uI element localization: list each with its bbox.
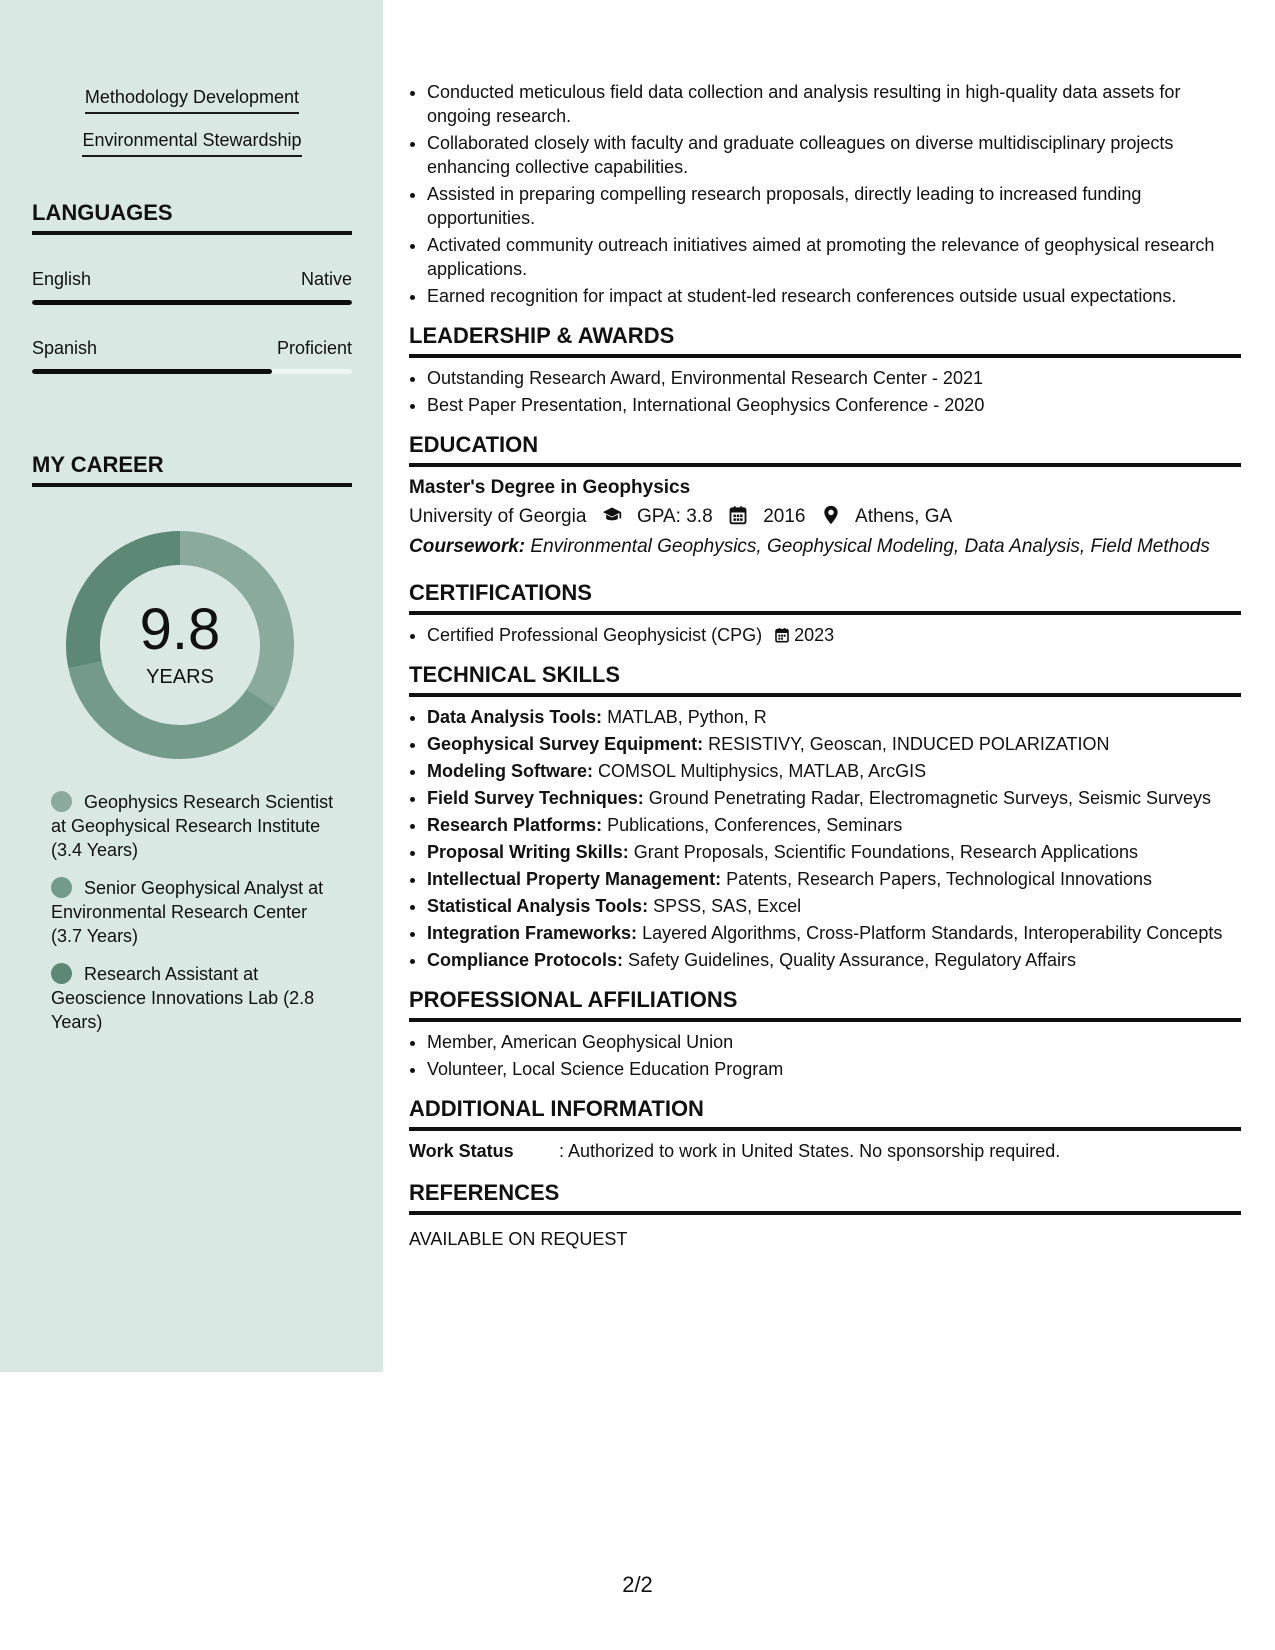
skills-list	[409, 705, 1241, 972]
strength-item: Methodology Development	[85, 86, 299, 114]
legend-dot-icon	[51, 877, 72, 898]
calendar-icon	[774, 627, 790, 643]
strength-item: Environmental Stewardship	[82, 129, 301, 157]
experience-bullet: • Conducted meticulous field data collection and analysis resulting in high-quality data assets for ongoing research.	[427, 80, 1241, 128]
award-item: • Best Paper Presentation, International Geophysics Conference - 2020	[427, 393, 1241, 417]
additional-info-heading: ADDITIONAL INFORMATION	[409, 1095, 1241, 1131]
school-location: Athens, GA	[855, 506, 953, 527]
affiliations-heading: PROFESSIONAL AFFILIATIONS	[409, 986, 1241, 1022]
skill-item	[427, 948, 1241, 972]
career-legend-text: Research Assistant at Geoscience Innovations Lab (2.8 Years)	[51, 964, 315, 1032]
skill-label: Data Analysis Tools:	[427, 707, 603, 727]
skill-label: Compliance Protocols:	[427, 950, 624, 970]
career-legend-text: Senior Geophysical Analyst at Environmental Research Center (3.7 Years)	[51, 878, 324, 946]
skill-value: RESISTIVY, Geoscan, INDUCED POLARIZATION	[708, 734, 1110, 754]
skill-label: Research Platforms:	[427, 815, 603, 835]
skill-item	[427, 867, 1241, 891]
language-bar-fill	[32, 369, 272, 374]
gpa-value: GPA: 3.8	[636, 506, 713, 527]
certification-item	[427, 623, 1241, 647]
career-legend-item	[51, 876, 341, 948]
skill-label: Proposal Writing Skills:	[427, 842, 629, 862]
skill-label: Field Survey Techniques:	[427, 788, 644, 808]
skill-value: Publications, Conferences, Seminars	[607, 815, 903, 835]
skill-label: Geophysical Survey Equipment:	[427, 734, 704, 754]
graduation-cap-icon	[602, 505, 622, 525]
work-status-value: : Authorized to work in United States. No sponsorship required.	[559, 1141, 1061, 1161]
degree-title: Master's Degree in Geophysics	[409, 477, 691, 498]
certification-name: Certified Professional Geophysicist (CPG)	[427, 625, 763, 645]
education-details	[409, 503, 1241, 531]
experience-bullet: • Collaborated closely with faculty and graduate colleagues on diverse multidisciplinary projects enhancing collective capabilities.	[427, 131, 1241, 179]
sidebar	[0, 0, 383, 1372]
language-bar-spanish	[32, 369, 352, 374]
coursework-label: Coursework:	[409, 536, 526, 557]
skill-value: COMSOL Multiphysics, MATLAB, ArcGIS	[598, 761, 927, 781]
skill-item	[427, 732, 1241, 756]
language-row-english	[32, 268, 352, 290]
work-status-row	[409, 1139, 1241, 1163]
skill-label: Modeling Software:	[427, 761, 593, 781]
certifications-heading: CERTIFICATIONS	[409, 579, 1241, 615]
graduation-year: 2016	[763, 506, 806, 527]
affiliation-item: • Member, American Geophysical Union	[427, 1030, 1241, 1054]
languages-heading: LANGUAGES	[32, 199, 352, 235]
calendar-icon	[728, 505, 748, 525]
leadership-heading: LEADERSHIP & AWARDS	[409, 322, 1241, 358]
career-heading: MY CAREER	[32, 451, 352, 487]
coursework-list: Environmental Geophysics, Geophysical Modeling, Data Analysis, Field Methods	[530, 536, 1210, 557]
skill-item	[427, 840, 1241, 864]
certifications-list	[409, 623, 1241, 647]
school-name: University of Georgia	[409, 506, 587, 527]
work-status-label: Work Status	[409, 1141, 514, 1161]
affiliations-list	[409, 1030, 1241, 1081]
language-name: Spanish	[32, 338, 98, 358]
skill-item	[427, 813, 1241, 837]
map-pin-icon	[821, 505, 841, 525]
language-level: Native	[300, 269, 352, 289]
career-total-unit: YEARS	[146, 666, 214, 688]
certification-year: 2023	[794, 625, 835, 645]
experience-bullets	[409, 80, 1241, 308]
skill-item	[427, 705, 1241, 729]
career-legend-item	[51, 790, 341, 862]
language-level: Proficient	[276, 338, 352, 358]
skill-label: Integration Frameworks:	[427, 923, 638, 943]
skill-item	[427, 894, 1241, 918]
page-number: 2/2	[622, 1572, 653, 1597]
skill-label: Statistical Analysis Tools:	[427, 896, 649, 916]
language-bar-english	[32, 300, 352, 305]
experience-bullet: • Assisted in preparing compelling research proposals, directly leading to increased funding opportunities.	[427, 182, 1241, 230]
affiliation-item: • Volunteer, Local Science Education Program	[427, 1057, 1241, 1081]
skill-value: Layered Algorithms, Cross-Platform Standards, Interoperability Concepts	[642, 923, 1223, 943]
skill-value: Safety Guidelines, Quality Assurance, Regulatory Affairs	[628, 950, 1076, 970]
language-row-spanish	[32, 337, 352, 359]
language-name: English	[32, 269, 92, 289]
skill-value: Ground Penetrating Radar, Electromagnetic Surveys, Seismic Surveys	[648, 788, 1212, 808]
skill-value: MATLAB, Python, R	[607, 707, 767, 727]
skill-label: Intellectual Property Management:	[427, 869, 722, 889]
career-legend	[51, 790, 341, 1048]
skill-item	[427, 921, 1241, 945]
coursework	[409, 535, 1241, 559]
education-heading: EDUCATION	[409, 431, 1241, 467]
legend-dot-icon	[51, 791, 72, 812]
skill-value: Patents, Research Papers, Technological Innovations	[726, 869, 1153, 889]
skill-value: Grant Proposals, Scientific Foundations, Research Applications	[633, 842, 1138, 862]
skills-heading: TECHNICAL SKILLS	[409, 661, 1241, 697]
language-bar-fill	[32, 300, 352, 305]
career-total-years: 9.8	[139, 597, 221, 662]
experience-bullet: • Earned recognition for impact at student-led research conferences outside usual expectations.	[427, 284, 1241, 308]
experience-bullet: • Activated community outreach initiatives aimed at promoting the relevance of geophysical research applications.	[427, 233, 1241, 281]
skill-value: SPSS, SAS, Excel	[653, 896, 802, 916]
career-legend-text: Geophysics Research Scientist at Geophysical Research Institute (3.4 Years)	[51, 792, 334, 860]
award-item: • Outstanding Research Award, Environmental Research Center - 2021	[427, 366, 1241, 390]
main-content	[409, 0, 1241, 1251]
references-text: AVAILABLE ON REQUEST	[409, 1229, 628, 1249]
skill-item	[427, 759, 1241, 783]
references-heading: REFERENCES	[409, 1179, 1241, 1215]
strengths-list	[32, 86, 352, 172]
career-legend-item	[51, 962, 341, 1034]
skill-item	[427, 786, 1241, 810]
legend-dot-icon	[51, 963, 72, 984]
awards-list	[409, 366, 1241, 417]
